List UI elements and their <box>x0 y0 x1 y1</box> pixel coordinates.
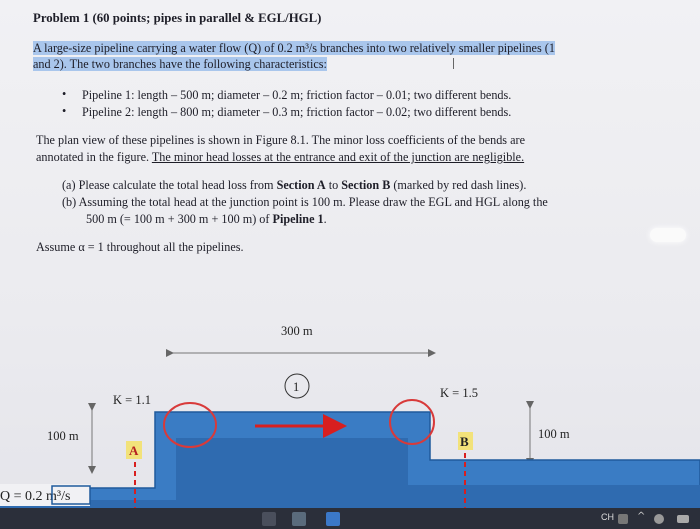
pipe-number-label: 1 <box>293 380 300 394</box>
os-taskbar <box>0 508 700 529</box>
bullet-item: Pipeline 1: length – 500 m; diameter – 0.2 m; friction factor – 0.01; two different bends. <box>82 88 512 102</box>
chevron-up-icon[interactable]: ^ <box>637 511 646 522</box>
dimension-300m-label: 300 m <box>281 324 313 338</box>
intro-text-2: and 2). The two branches have the following characteristics: <box>33 57 327 71</box>
cloud-icon[interactable] <box>654 514 664 524</box>
bullet-dot: • <box>62 104 67 118</box>
bullet-dot: • <box>62 87 67 101</box>
problem-title: Problem 1 (60 points; pipes in parallel & EGL/HGL) <box>33 11 322 25</box>
qa-section-a: Section A <box>276 178 326 192</box>
bullet-item: Pipeline 2: length – 800 m; diameter – 0.3 m; friction factor – 0.02; two different bends. <box>82 105 512 119</box>
assumption: Assume α = 1 throughout all the pipelines. <box>36 240 244 254</box>
plan-line-1: The plan view of these pipelines is shown in Figure 8.1. The minor loss coefficients of the bends are <box>36 133 525 147</box>
qb-pre: 500 m (= 100 m + 300 m + 100 m) of <box>86 212 273 226</box>
word-icon[interactable] <box>326 512 340 526</box>
section-a-label: A <box>129 443 139 458</box>
k-right-label: K = 1.5 <box>440 386 478 400</box>
app-icon[interactable] <box>292 512 306 526</box>
k-left-label: K = 1.1 <box>113 393 151 407</box>
qa-post: (marked by red dash lines). <box>390 178 527 192</box>
dimension-left-label: 100 m <box>47 429 79 443</box>
battery-icon[interactable] <box>677 515 689 523</box>
qb-pipeline: Pipeline 1 <box>272 212 324 226</box>
qa-mid: to <box>325 178 342 192</box>
keyboard-icon[interactable] <box>618 514 628 524</box>
flow-rate-label: Q = 0.2 m³/s <box>0 489 71 504</box>
qa-section-b: Section B <box>341 178 391 192</box>
plan-text-b: The minor head losses at the entrance and exit of the junction are negligible. <box>151 150 525 164</box>
intro-text-1: A large-size pipeline carrying a water flow (Q) of 0.2 m³/s branches into two relatively smaller pipelines (1 <box>33 41 555 55</box>
input-language[interactable]: CH <box>601 512 614 522</box>
qb-post: . <box>323 212 327 226</box>
qa-pre: (a) Please calculate the total head loss from <box>62 178 277 192</box>
plan-text-a: annotated in the figure. <box>36 150 152 164</box>
question-b-1: (b) Assuming the total head at the junction point is 100 m. Please draw the EGL and HGL along the <box>62 195 548 209</box>
app-icon[interactable] <box>262 512 276 526</box>
section-b-label: B <box>460 434 469 449</box>
dimension-right-label: 100 m <box>538 427 570 441</box>
